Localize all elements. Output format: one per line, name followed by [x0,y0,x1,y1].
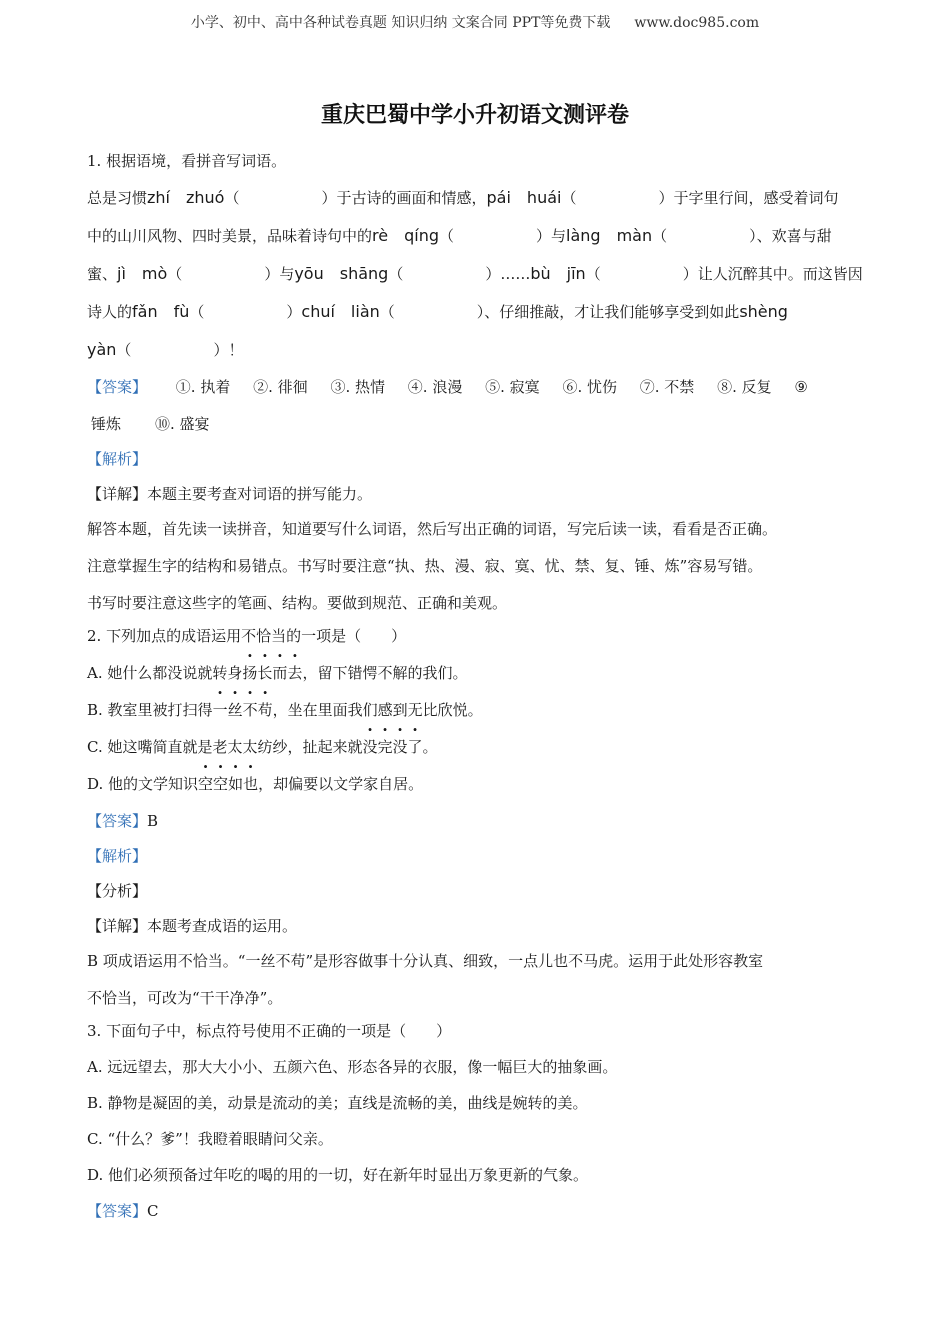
q1-stem: 1. 根据语境，看拼音写词语。 [87,152,287,170]
pinyin: yōu shāng [294,264,389,283]
pinyin: bù jīn [530,264,586,283]
q3-stem: 3. 下面句子中，标点符号使用不正确的一项是（ ） [87,1022,452,1040]
pinyin: fǎn fù [132,302,190,321]
q3-option-c[interactable]: C. “什么？爹”！我瞪着眼睛问父亲。 [87,1130,333,1148]
answer-item: ⑧. 反复 [717,378,772,396]
q1-line-1: 总是习惯zhí zhuó（ ）于古诗的画面和情感，pái huái（ ）于字里行间，感受着词句 [87,188,839,207]
q2-paragraph: B 项成语运用不恰当。“一丝不苟”是形容做事十分认真、细致，一点儿也不马虎。运用于此处形容教室 [87,952,764,970]
answer-item: ⑩. 盛宴 [155,415,210,433]
q1-answer-row [87,376,867,398]
answer-tag: 【答案】 [87,1202,148,1220]
q2-option-a[interactable]: A. 她什么都没说就转身扬长而去，留下错愕不解的我们。 [87,664,468,682]
pinyin: jì mò [117,264,168,283]
answer-item: ②. 徘徊 [253,378,308,396]
answer-value: B [147,812,159,830]
q2-fenxi: 【分析】 [87,882,148,900]
answer-item: ①. 执着 [175,378,231,396]
pinyin: shèng [739,302,788,321]
q2-option-c[interactable]: C. 她这嘴简直就是老太太纺纱，扯起来就没完没了。 [87,738,438,756]
header-text: 小学、初中、高中各种试卷真题 知识归纳 文案合同 PPT等免费下载 [190,15,611,31]
answer-tag: 【答案】 [87,378,148,396]
q1-paragraph: 解答本题，首先读一读拼音，知道要写什么词语，然后写出正确的词语，写完后读一读，看看是否正确。 [87,520,778,538]
analysis-tag: 【解析】 [87,847,148,865]
answer-item: 锤炼 [91,415,122,433]
pinyin: làng màn [566,226,653,245]
q1-line-3: 蜜、jì mò（ ）与yōu shāng（ ）……bù jīn（ ）让人沉醉其中。而这皆因 [87,264,863,283]
analysis-tag: 【解析】 [87,450,148,468]
q2-option-b[interactable]: B. 教室里被打扫得一丝不苟，坐在里面我们感到无比欣悦。 [87,701,483,719]
pinyin: zhí zhuó [147,188,225,207]
answer-item: ⑦. 不禁 [639,378,695,396]
q2-answer-row [87,810,867,832]
answer-item: ③. 热情 [330,378,385,396]
answer-item: ⑨ [794,378,808,396]
q1-detail: 【详解】本题主要考查对词语的拼写能力。 [87,485,373,503]
q2-stem: 2. 下列加点的成语运用不恰当的一项是（ ） [87,627,407,645]
page-header [0,12,950,32]
document-body [87,150,867,1222]
answer-value: C [147,1202,159,1220]
answer-tag: 【答案】 [87,812,148,830]
q1-answer-row-2 [87,413,867,435]
pinyin: pái huái [486,188,562,207]
answer-item: ④. 浪漫 [407,378,463,396]
q1-paragraph: 注意掌握生字的结构和易错点。书写时要注意“执、热、漫、寂、寞、忧、禁、复、锤、炼”容易写错。 [87,557,763,575]
answer-item: ⑥. 忧伤 [562,378,617,396]
header-url[interactable]: www.doc985.com [634,15,760,31]
pinyin: yàn [87,340,117,359]
q1-paragraph: 书写时要注意这些字的笔画、结构。要做到规范、正确和美观。 [87,594,508,612]
q1-line-5: yàn（ ）！ [87,340,244,359]
q2-paragraph: 不恰当，可改为“干干净净”。 [87,989,283,1007]
answer-list [176,378,808,396]
q3-option-d[interactable]: D. 他们必须预备过年吃的喝的用的一切，好在新年时显出万象更新的气象。 [87,1166,589,1184]
pinyin: chuí liàn [301,302,380,321]
q3-option-a[interactable]: A. 远远望去，那大大小小、五颜六色、形态各异的衣服，像一幅巨大的抽象画。 [87,1058,618,1076]
q1-line-2: 中的山川风物、四时美景，品味着诗句中的rè qíng（ ）与làng màn（ ）、欢喜与甜 [87,226,832,245]
page-title: 重庆巴蜀中学小升初语文测评卷 [320,102,629,128]
q2-detail: 【详解】本题考查成语的运用。 [87,917,298,935]
q1-line-4: 诗人的fǎn fù（ ）chuí liàn（ ）、仔细推敲，才让我们能够享受到如此shèng [87,302,788,321]
answer-item: ⑤. 寂寞 [485,378,540,396]
q2-option-d[interactable]: D. 他的文学知识空空如也，却偏要以文学家自居。 [87,775,424,793]
pinyin: rè qíng [372,226,439,245]
q3-option-b[interactable]: B. 静物是凝固的美，动景是流动的美；直线是流畅的美，曲线是婉转的美。 [87,1094,588,1112]
q3-answer-row [87,1200,867,1222]
